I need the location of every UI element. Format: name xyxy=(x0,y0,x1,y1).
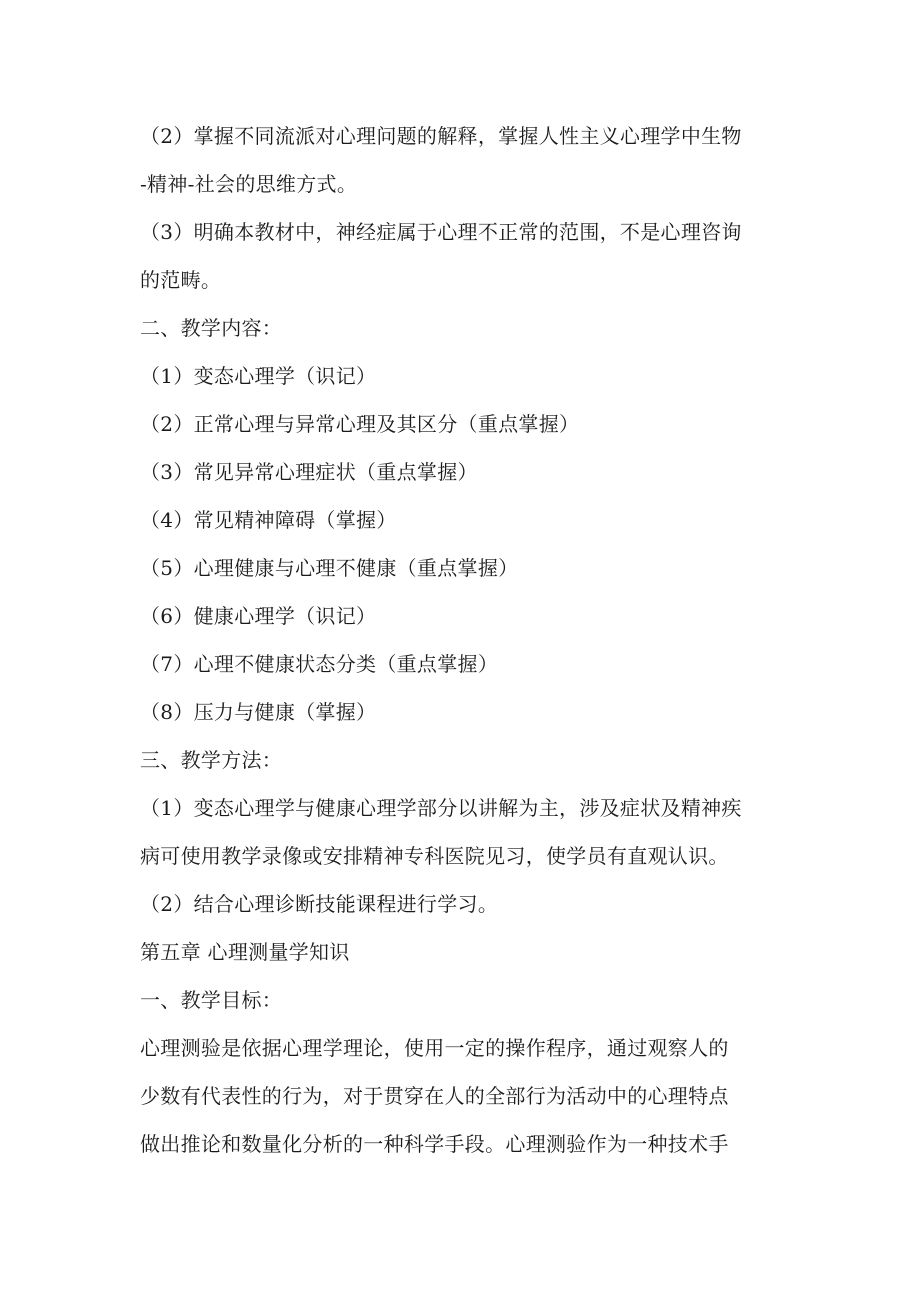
list-item: （4）常见精神障碍（掌握） xyxy=(140,508,397,532)
section-heading: 三、教学方法： xyxy=(140,748,283,772)
list-item: （3）常见异常心理症状（重点掌握） xyxy=(140,460,478,484)
text-line: -精神-社会的思维方式。 xyxy=(140,172,358,196)
text-line: 病可使用教学录像或安排精神专科医院见习，使学员有直观认识。 xyxy=(140,844,729,868)
chapter-title: 第五章 心理测量学知识 xyxy=(140,940,350,964)
text-line: 做出推论和数量化分析的一种科学手段。心理测验作为一种技术手 xyxy=(140,1132,729,1156)
section-heading: 二、教学内容： xyxy=(140,316,283,340)
list-item: （1）变态心理学（识记） xyxy=(140,364,377,388)
text-line: （2）掌握不同流派对心理问题的解释，掌握人性主义心理学中生物 xyxy=(140,124,742,148)
text-line: 的范畴。 xyxy=(140,268,222,292)
list-item: （5）心理健康与心理不健康（重点掌握） xyxy=(140,556,519,580)
text-line: 少数有代表性的行为，对于贯穿在人的全部行为活动中的心理特点 xyxy=(140,1084,729,1108)
text-line: （3）明确本教材中，神经症属于心理不正常的范围，不是心理咨询 xyxy=(140,220,742,244)
text-line: 心理测验是依据心理学理论，使用一定的操作程序，通过观察人的 xyxy=(140,1036,729,1060)
text-line: （2）结合心理诊断技能课程进行学习。 xyxy=(140,892,499,916)
list-item: （6）健康心理学（识记） xyxy=(140,604,377,628)
list-item: （7）心理不健康状态分类（重点掌握） xyxy=(140,652,499,676)
list-item: （2）正常心理与异常心理及其区分（重点掌握） xyxy=(140,412,580,436)
section-heading: 一、教学目标： xyxy=(140,988,283,1012)
list-item: （8）压力与健康（掌握） xyxy=(140,700,377,724)
text-line: （1）变态心理学与健康心理学部分以讲解为主，涉及症状及精神疾 xyxy=(140,796,742,820)
